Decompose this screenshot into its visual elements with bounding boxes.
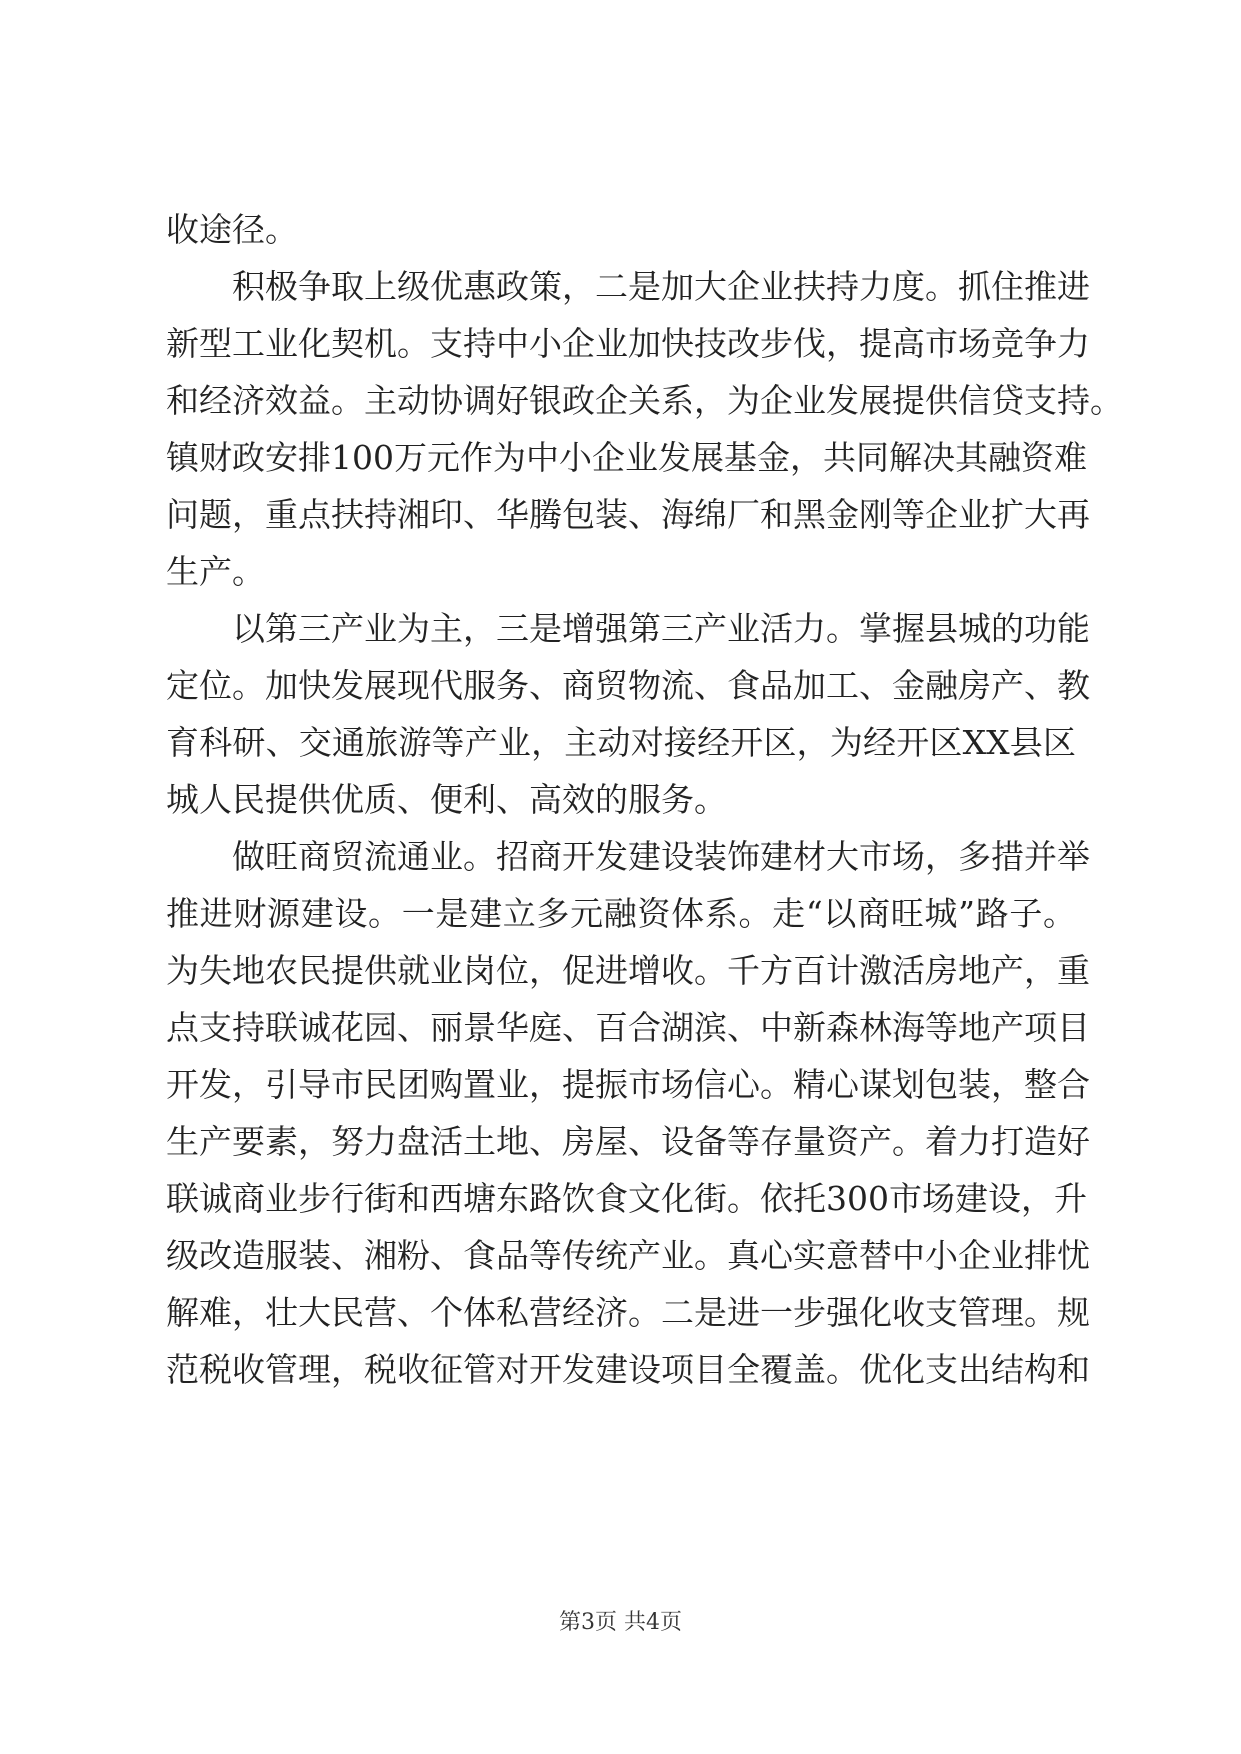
text-line: 收途径。 <box>166 210 298 249</box>
text-line: 镇财政安排100万元作为中小企业发展基金，共同解决其融资难 <box>166 438 1087 477</box>
text-line: 范税收管理，税收征管对开发建设项目全覆盖。优化支出结构和 <box>166 1350 1090 1389</box>
text-line: 生产。 <box>166 552 265 591</box>
paragraph-first-line: 积极争取上级优惠政策，二是加大企业扶持力度。抓住推进 <box>232 267 1090 306</box>
text-line: 开发，引导市民团购置业，提振市场信心。精心谋划包装，整合 <box>166 1065 1090 1104</box>
text-line: 城人民提供优质、便利、高效的服务。 <box>166 780 727 819</box>
text-line: 问题，重点扶持湘印、华腾包装、海绵厂和黑金刚等企业扩大再 <box>166 495 1090 534</box>
text-line: 为失地农民提供就业岗位，促进增收。千方百计激活房地产，重 <box>166 951 1090 990</box>
page-number-footer: 第3页 共4页 <box>559 1610 682 1635</box>
paragraph-first-line: 以第三产业为主，三是增强第三产业活力。掌握县城的功能 <box>232 609 1090 648</box>
paragraph-first-line: 做旺商贸流通业。招商开发建设装饰建材大市场，多措并举 <box>232 837 1090 876</box>
text-line: 推进财源建设。一是建立多元融资体系。走“以商旺城”路子。 <box>166 894 1076 933</box>
text-line: 生产要素，努力盘活土地、房屋、设备等存量资产。着力打造好 <box>166 1122 1090 1161</box>
text-line: 解难，壮大民营、个体私营经济。二是进一步强化收支管理。规 <box>166 1293 1090 1332</box>
text-line: 联诚商业步行街和西塘东路饮食文化街。依托300市场建设，升 <box>166 1179 1087 1218</box>
text-line: 点支持联诚花园、丽景华庭、百合湖滨、中新森林海等地产项目 <box>166 1008 1090 1047</box>
text-line: 级改造服装、湘粉、食品等传统产业。真心实意替中小企业排忧 <box>166 1236 1090 1275</box>
text-line: 育科研、交通旅游等产业，主动对接经开区，为经开区XX县区 <box>166 723 1076 762</box>
text-line: 新型工业化契机。支持中小企业加快技改步伐，提高市场竞争力 <box>166 324 1090 363</box>
text-line: 和经济效益。主动协调好银政企关系，为企业发展提供信贷支持。 <box>166 381 1123 420</box>
text-line: 定位。加快发展现代服务、商贸物流、食品加工、金融房产、教 <box>166 666 1090 705</box>
